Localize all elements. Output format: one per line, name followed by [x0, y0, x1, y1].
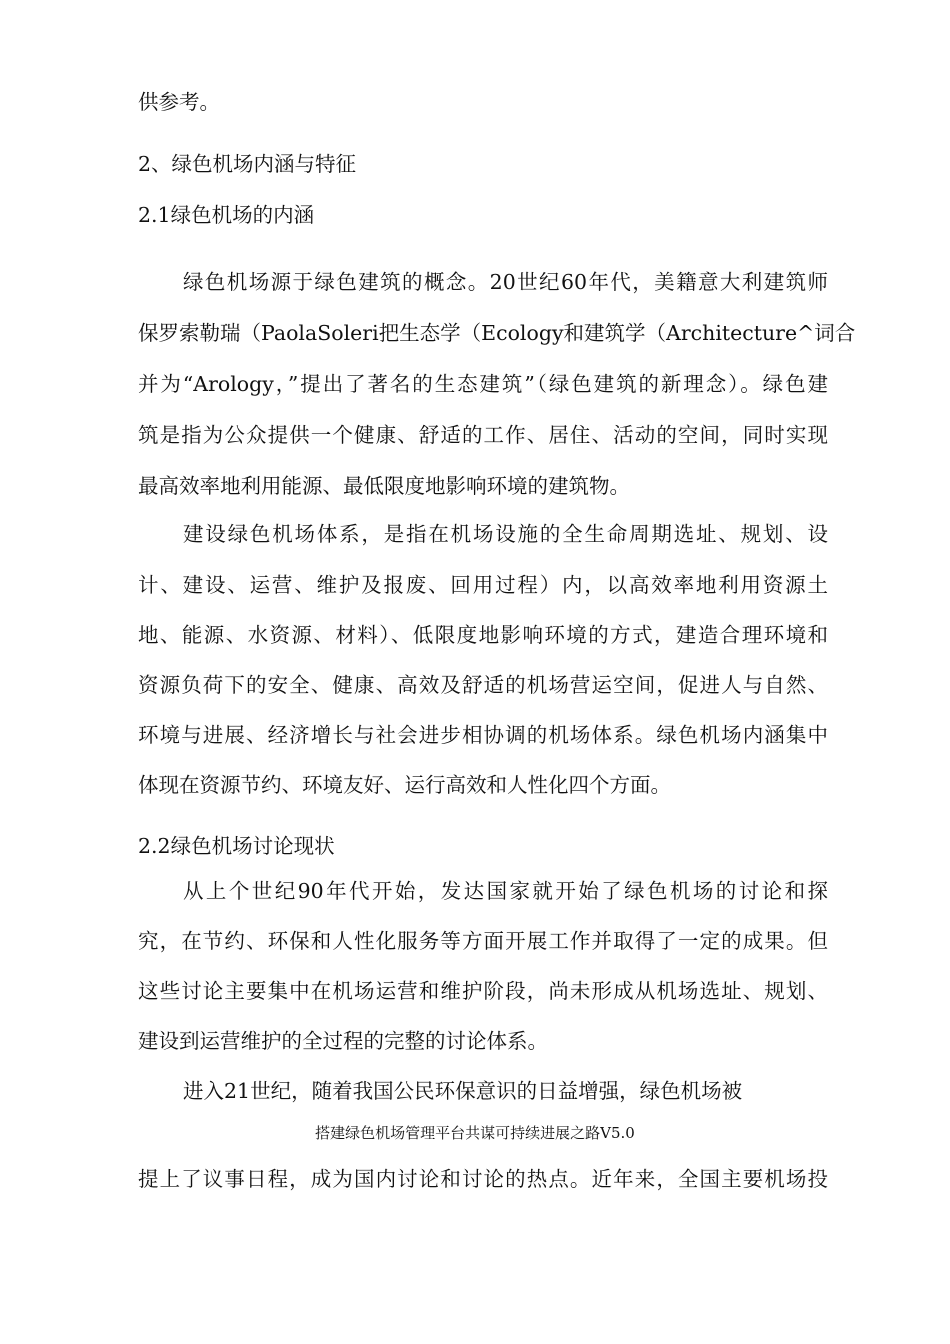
paragraph-line: 究，在节约、环保和人性化服务等方面开展工作并取得了一定的成果。但: [138, 929, 828, 953]
paragraph-line: 最高效率地利用能源、最低限度地影响环境的建筑物。: [138, 474, 630, 498]
paragraph-line: 绿色机场源于绿色建筑的概念。20世纪60年代，美籍意大利建筑师: [183, 270, 828, 294]
section-2-1-title: 2.1绿色机场的内涵: [138, 203, 315, 227]
paragraph-line: 保罗索勒瑞（PaolaSoleri把生态学（Ecology和建筑学（Architecture^词合: [138, 321, 856, 345]
paragraph-line: 环境与进展、经济增长与社会进步相协调的机场体系。绿色机场内涵集中: [138, 723, 828, 747]
page-footer: 搭建绿色机场管理平台共谋可持续进展之路V5.0: [315, 1124, 635, 1142]
paragraph-line: 从上个世纪90年代开始，发达国家就开始了绿色机场的讨论和探: [183, 879, 828, 903]
paragraph-line: 提上了议事日程，成为国内讨论和讨论的热点。近年来，全国主要机场投: [138, 1167, 828, 1191]
paragraph-line: 这些讨论主要集中在机场运营和维护阶段，尚未形成从机场选址、规划、: [138, 979, 828, 1003]
paragraph-line: 地、能源、水资源、材料）、低限度地影响环境的方式，建造合理环境和: [138, 623, 828, 647]
paragraph-line: 进入21世纪，随着我国公民环保意识的日益增强，绿色机场被: [183, 1079, 743, 1103]
paragraph-line: 并为“Arology，”提出了著名的生态建筑”（绿色建筑的新理念）。绿色建: [138, 372, 828, 396]
section-2-2-title: 2.2绿色机场讨论现状: [138, 834, 335, 858]
paragraph-line: 建设绿色机场体系，是指在机场设施的全生命周期选址、规划、设: [183, 522, 828, 546]
paragraph-line: 体现在资源节约、环境友好、运行高效和人性化四个方面。: [138, 773, 671, 797]
paragraph-line: 计、建设、运营、维护及报废、回用过程）内，以高效率地利用资源土: [138, 573, 828, 597]
paragraph-line: 资源负荷下的安全、健康、高效及舒适的机场营运空间，促进人与自然、: [138, 673, 828, 697]
paragraph-line: 建设到运营维护的全过程的完整的讨论体系。: [138, 1029, 548, 1053]
lead-line: 供参考。: [138, 90, 220, 114]
paragraph-line: 筑是指为公众提供一个健康、舒适的工作、居住、活动的空间，同时实现: [138, 423, 828, 447]
section-2-title: 2、绿色机场内涵与特征: [138, 152, 357, 176]
